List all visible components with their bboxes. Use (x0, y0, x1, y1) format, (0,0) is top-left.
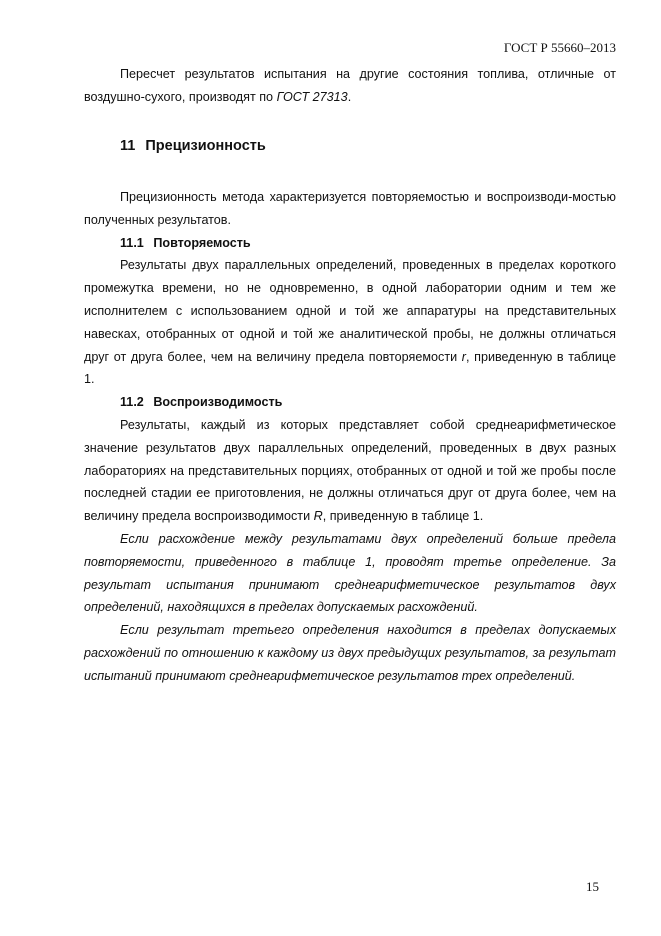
page-body (84, 63, 616, 109)
section-paragraph: Прецизионность метода характеризуется повторяемостью и воспроизводи-мостью полученных результатов. (84, 190, 616, 227)
section-heading-block (84, 135, 616, 158)
subsection-heading-reproducibility: 11.2 Воспроизводимость (120, 395, 283, 410)
page-number: 15 (586, 879, 599, 894)
section-heading: 11 Прецизионность (120, 138, 266, 154)
subsection-heading-repeatability: 11.1 Повторяемость (120, 235, 251, 250)
final-result-paragraph: Если результат третьего определения находится в пределах допускаемых расхождений по отношению к каждому из двух предыдущих результатов, за результат испытаний принимают среднеарифметическое результатов трех определений. (84, 623, 616, 683)
standard-code: ГОСТ Р 55660–2013 (503, 40, 616, 55)
intro-paragraph: Пересчет результатов испытания на другие состояния топлива, отличные от воздушно-сухого, производят по ГОСТ 27313. (84, 67, 616, 104)
third-determination-paragraph: Если расхождение между результатами двух определений больше предела повторяемости, приведенного в таблице 1, проводят третье определение. За результат испытания принимают среднеарифметическое результатов двух определений, находящихся в пределах допускаемых расхождений. (84, 531, 616, 615)
standard-reference: ГОСТ 27313 (276, 89, 348, 104)
repeatability-symbol: r (461, 349, 466, 364)
reproducibility-symbol: R (313, 509, 323, 524)
repeatability-paragraph: Результаты двух параллельных определений, проведенных в пределах короткого промежутка времени, но не одновременно, в одной лаборатории одним и тем же исполнителем с использованием одной и той же аппаратуры на представительных навесках, отобранных от одной и той же аналитической пробы, не должны отличаться друг от друга более, чем на величину предела повторяемости r, приведенную в таблице 1. (84, 258, 616, 387)
section-content (84, 186, 616, 688)
reproducibility-paragraph: Результаты, каждый из которых представляет собой среднеарифметическое значение результатов двух параллельных определений, проведенных в двух разных лабораториях на представительных порциях, отобранных от одной и той же пробы после последней стадии ее приготовления, не должны отличаться друг от друга более, чем на величину предела воспроизводимости R, приведенную в таблице 1. (84, 417, 616, 524)
